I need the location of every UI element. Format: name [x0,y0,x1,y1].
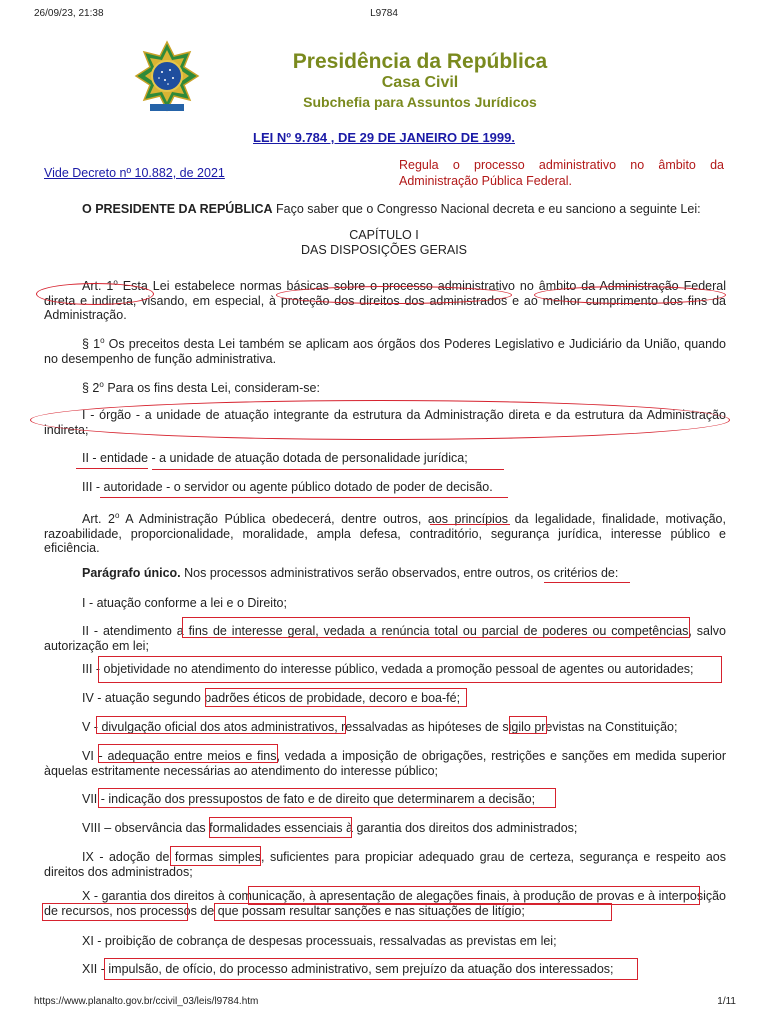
par2-item: III - autoridade - o servidor ou agente público dotado de poder de decisão. [82,480,493,494]
criterion: III - objetividade no atendimento do interesse público, vedada a promoção pessoal de agentes ou autoridades; [82,662,694,676]
criterion: X - garantia dos direitos à comunicação, à apresentação de alegações finais, à produção de provas e à interposição de recursos, nos processos de que possam resultar sanções e nas situações de litígio; [44,889,726,918]
vide-decreto-link[interactable]: Vide Decreto nº 10.882, de 2021 [44,166,225,180]
art1-ord: o [113,278,118,287]
chapter-subtitle: DAS DISPOSIÇÕES GERAIS [300,243,467,257]
art2-lead: Art. 2 [82,512,115,527]
law-title-link[interactable]: LEI Nº 9.784 , DE 29 DE JANEIRO DE 1999. [253,130,515,145]
criterion: XII - impulsão, de ofício, do processo administrativo, sem prejuízo da atuação dos interessados; [82,962,614,976]
annotation-underline [76,468,148,469]
criterion: VII - indicação dos pressupostos de fato e de direito que determinarem a decisão; [82,792,536,806]
art1 [44,276,726,323]
par1 [44,334,726,366]
par1-lead: § 1 [82,337,101,352]
criterion: IX - adoção de formas simples, suficientes para propiciar adequado grau de certeza, segurança e respeito aos direitos dos administrados; [44,850,726,879]
header-subtitle2: Subchefia para Assuntos Jurídicos [303,94,537,110]
annotation-underline [544,582,630,583]
criterion: II - atendimento a fins de interesse geral, vedada a renúncia total ou parcial de poderes ou competências, salvo autorização em lei; [44,624,726,653]
footer-url: https://www.planalto.gov.br/ccivil_03/leis/l9784.htm [34,996,259,1007]
par-unico-bold: Parágrafo único. [82,566,181,580]
art2-ord: o [114,511,120,520]
brazil-coat-of-arms-icon [134,40,200,116]
ementa: Regula o processo administrativo no âmbito da Administração Pública Federal. [399,158,724,188]
par1-ord: o [100,336,105,345]
par1-text: Os preceitos desta Lei também se aplicam aos órgãos dos Poderes Legislativo e Judiciário da União, quando no desempenho de função administrativa. [44,337,726,366]
annotation-underline [100,497,508,498]
preamble-text: Faço saber que o Congresso Nacional decreta e eu sanciono a seguinte Lei: [272,202,701,216]
art1-text: Esta Lei estabelece normas básicas sobre o processo administrativo no âmbito da Administração Federal direta e indireta, visando, em especial, à proteção dos direitos dos administrados e ao melhor cumprimento dos fins da Administração. [44,279,726,323]
preamble [44,202,726,217]
art2-text: A Administração Pública obedecerá, dentre outros, aos princípios da legalidade, finalidade, motivação, razoabilidade, proporcionalidade, moralidade, ampla defesa, contraditório, segurança jurídica, interesse público e eficiência. [44,512,726,556]
criterion: IV - atuação segundo padrões éticos de probidade, decoro e boa-fé; [82,691,461,705]
header-title: Presidência da República [292,50,548,73]
paragrafo-unico [44,566,726,581]
art2 [44,509,726,556]
annotation-underline [152,469,504,470]
par2-lead: § 2 [82,381,100,396]
print-datetime: 26/09/23, 21:38 [34,8,104,19]
criterion: VI - adequação entre meios e fins, vedada a imposição de obrigações, restrições e sanções em medida superior àquelas estritamente necessárias ao atendimento do interesse público; [44,749,726,778]
par-unico-text: Nos processos administrativos serão observados, entre outros, os critérios de: [180,566,619,580]
art1-lead: Art. 1 [82,279,114,294]
criterion: V - divulgação oficial dos atos administrativos, ressalvadas as hipóteses de sigilo previstas na Constituição; [82,720,678,734]
chapter-title: CAPÍTULO I [349,228,419,242]
criterion: XI - proibição de cobrança de despesas processuais, ressalvadas as previstas em lei; [82,934,557,948]
criterion: VIII – observância das formalidades essenciais à garantia dos direitos dos administrados; [82,821,578,835]
par2 [44,378,726,396]
footer-page-number: 1/11 [717,996,736,1007]
par2-ord: o [99,380,104,389]
par2-item: II - entidade - a unidade de atuação dotada de personalidade jurídica; [82,451,468,465]
print-doc-name: L9784 [370,8,398,19]
par2-text: Para os fins desta Lei, consideram-se: [103,381,320,396]
par2-item: I - órgão - a unidade de atuação integrante da estrutura da Administração direta e da estrutura da Administração indireta; [44,408,726,437]
header-subtitle: Casa Civil [381,74,459,91]
criterion: I - atuação conforme a lei e o Direito; [82,596,287,610]
preamble-bold: O PRESIDENTE DA REPÚBLICA [82,202,273,216]
